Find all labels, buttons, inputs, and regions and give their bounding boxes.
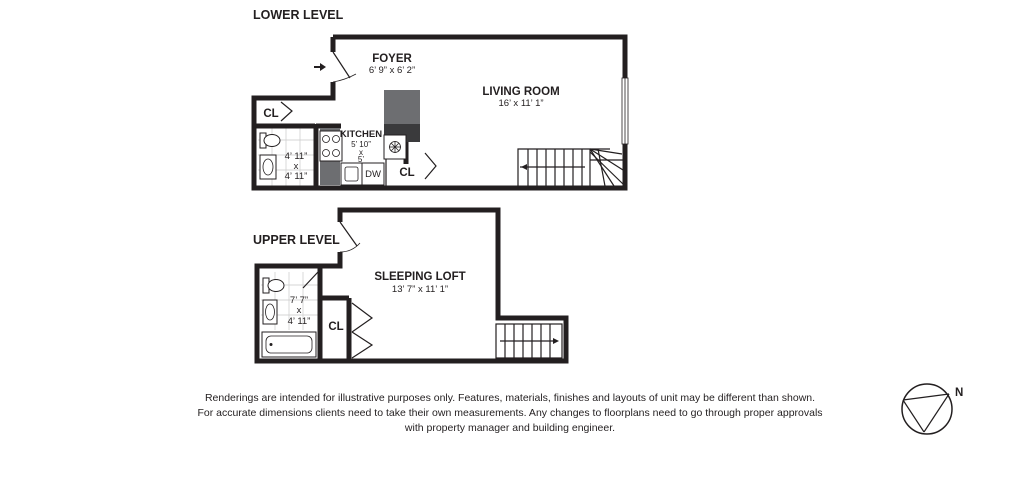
lower-level-label: LOWER LEVEL: [253, 8, 344, 22]
kitchen-sink: [341, 163, 362, 185]
bathtub-icon: [262, 332, 316, 357]
disclaimer-line-2: For accurate dimensions clients need to take their own measurements. Any changes to floorplans need to go through proper approvals: [197, 407, 823, 419]
lower-sink-icon: [260, 155, 276, 179]
upper-sink-icon: [263, 300, 277, 324]
upper-closet-label: CL: [328, 321, 344, 333]
compass-icon: [902, 384, 952, 434]
lower-left-closet-doors: [281, 102, 292, 121]
kitchen-dimension-x: x: [359, 148, 363, 157]
lower-level-outline: [254, 37, 625, 188]
dishwasher-label: DW: [365, 169, 381, 180]
kitchen-label: KITCHEN: [339, 129, 383, 140]
disclaimer-line-1: Renderings are intended for illustrative purposes only. Features, materials, finishes and layouts of unit may be different than shown.: [204, 392, 816, 404]
lower-right-closet-label: CL: [399, 167, 415, 179]
compass-north-label: N: [955, 387, 964, 399]
sleeping-loft-label: SLEEPING LOFT: [374, 271, 466, 283]
living-room-dimensions: 16’ x 11’ 1”: [498, 98, 544, 109]
upper-toilet-icon: [263, 278, 284, 293]
kitchen-dimension-1: 5’ 10”: [351, 140, 371, 149]
refrigerator: [384, 90, 420, 126]
lower-right-closet-doors: [425, 153, 436, 179]
entry-door: [333, 52, 356, 82]
disclaimer: [120, 391, 900, 436]
stove: [320, 131, 342, 161]
upper-bath-dimension-1: 7’ 7”: [289, 295, 309, 306]
upper-bath-dimension-x: x: [296, 305, 302, 316]
foyer-dimensions: 6’ 9” x 6’ 2”: [368, 65, 416, 76]
upper-bath-door: [303, 272, 318, 288]
disclaimer-line-3: with property manager and building engineer.: [404, 422, 616, 434]
lower-bath-dimension-2: 4’ 11”: [284, 171, 308, 182]
upper-bath-dimension-2: 4’ 11”: [287, 316, 311, 327]
lower-toilet-icon: [260, 133, 280, 148]
upper-entry-door: [340, 222, 360, 252]
lower-bath-dimension-x: x: [293, 161, 299, 172]
lower-bath-dimension-1: 4’ 11”: [284, 151, 308, 162]
upper-closet-doors: [352, 303, 372, 358]
lower-stairs: [518, 149, 623, 186]
upper-level-label: UPPER LEVEL: [253, 233, 340, 247]
foyer-label: FOYER: [372, 53, 412, 65]
living-room-label: LIVING ROOM: [482, 86, 560, 98]
lower-left-closet-label: CL: [263, 108, 279, 120]
upper-stairs: [496, 324, 562, 358]
sleeping-loft-dimensions: 13’ 7” x 11’ 1”: [391, 284, 449, 295]
entry-arrow-icon: [314, 63, 326, 71]
kitchen-dimension-2: 5’: [357, 155, 365, 164]
